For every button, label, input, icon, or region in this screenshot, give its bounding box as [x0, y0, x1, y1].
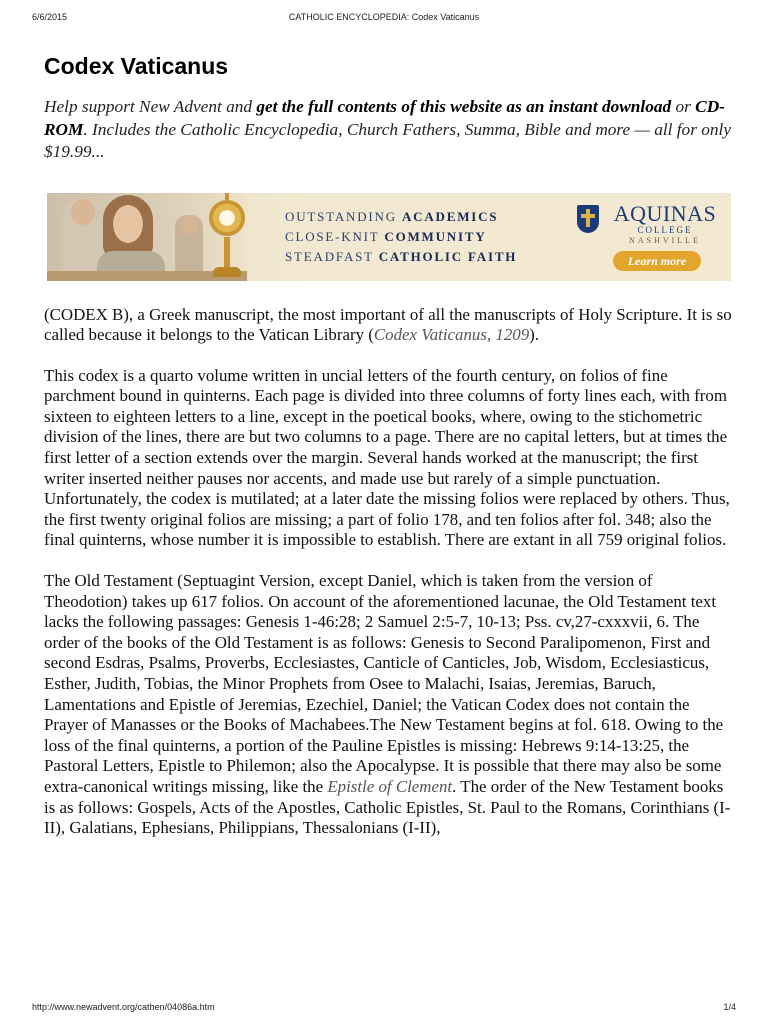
- brand-subtitle-college: COLLEGE: [637, 224, 693, 235]
- page-title: Codex Vaticanus: [44, 53, 229, 79]
- student-figure-center: [97, 193, 167, 281]
- print-page-number: 1/4: [723, 1002, 736, 1012]
- aquinas-college-logo: [603, 200, 727, 246]
- learn-more-button[interactable]: Learn more: [613, 251, 701, 271]
- print-footer: [32, 1002, 736, 1016]
- monstrance-icon: [205, 193, 249, 281]
- epistle-of-clement-link[interactable]: Epistle of Clement: [327, 776, 453, 796]
- promo-text-mid: or: [671, 97, 696, 116]
- article-body: [44, 305, 732, 839]
- print-url: http://www.newadvent.org/cathen/04086a.htm: [32, 1002, 215, 1012]
- article-paragraph-1: (CODEX B), a Greek manuscript, the most important of all the manuscripts of Holy Scripture. It is so called because it belongs to the Vatican Library (Codex Vaticanus, 1209).: [44, 304, 732, 345]
- aquinas-college-ad-banner[interactable]: [47, 193, 731, 281]
- tagline-line-2: CLOSE-KNIT COMMUNITY: [285, 228, 487, 244]
- aquinas-crest-icon: [577, 205, 599, 233]
- article-paragraph-3: The Old Testament (Septuagint Version, except Daniel, which is taken from the version of Theodotion) takes up 617 folios. On account of the aforementioned lacunae, the Old Testament text lacks the following passages: Genesis 1-46:28; 2 Samuel 2:5-7, 10-13; Pss. cv,27-cxxxvii, 6. The order of the books of the Old Testament is as follows: Genesis to Second Paralipomenon, First and second Esdras, Psalms, Proverbs, Ecclesiastes, Canticle of Canticles, Job, Wisdom, Ecclesiasticus, Esther, Judith, Tobias, the Minor Prophets from Osee to Malachi, Isaias, Jeremias, Baruch, Lamentations and Epistle of Jeremias, Ezechiel, Daniel; the Vatican Codex does not contain the Prayer of Manasses or the Books of Machabees.The New Testament begins at fol. 618. Owing to the loss of the final quinterns, a portion of the Pauline Epistles is missing: Hebrews 9:14-13:25, the Pastoral Letters, Epistle to Philemon; also the Apocalypse. It is possible that there may also be some extra-canonical writings missing, like the Epistle of Clement. The order of the New Testament books is as follows: Gospels, Acts of the Apostles, Catholic Epistles, St. Paul to the Romans, Corinthians (I-II), Galatians, Ephesians, Philippians, Thessalonians (I-II),: [44, 571, 731, 838]
- support-promo: [44, 96, 732, 164]
- print-date: 6/6/2015: [32, 12, 68, 22]
- print-header: [32, 12, 736, 26]
- page-content: [44, 50, 732, 859]
- tagline-line-3: STEADFAST CATHOLIC FAITH: [285, 248, 518, 264]
- banner-tagline: [285, 207, 565, 267]
- brand-name: AQUINAS: [613, 200, 717, 226]
- article-paragraph-2: This codex is a quarto volume written in uncial letters of the fourth century, on folios of fine parchment bound in quinterns. Each page is divided into three columns of forty lines each, with from sixteen to eighteen letters to a line, except in the poetical books, where, owing to the stichometric division of the lines, there are but two columns to a page. There are no capital letters, but at times the first letter of a section extends over the margin. Several hands worked at the manuscript; the first writer inserted neither pauses nor accents, and made use but rarely of a simple punctuation. Unfortunately, the codex is mutilated; at a later date the missing folios were replaced by others. Thus, the first twenty original folios are missing; a part of folio 178, and ten folios after fol. 348; also the final quinterns, whose number it is impossible to establish. There are extant in all 759 original folios.: [44, 365, 730, 550]
- print-document-title: CATHOLIC ENCYCLOPEDIA: Codex Vaticanus: [288, 12, 480, 22]
- tagline-line-1: OUTSTANDING ACADEMICS: [285, 208, 499, 224]
- codex-reference-link[interactable]: Codex Vaticanus, 1209: [373, 325, 530, 345]
- promo-text-pre: Help support New Advent and: [44, 97, 257, 116]
- promo-text-post: . Includes the Catholic Encyclopedia, Church Fathers, Summa, Bible and more — all for only $19.99...: [44, 119, 731, 161]
- cd-rom-link[interactable]: CD-ROM: [44, 97, 725, 139]
- download-link[interactable]: get the full contents of this website as an instant download: [256, 97, 672, 116]
- brand-subtitle-city: NASHVILLE: [629, 235, 701, 245]
